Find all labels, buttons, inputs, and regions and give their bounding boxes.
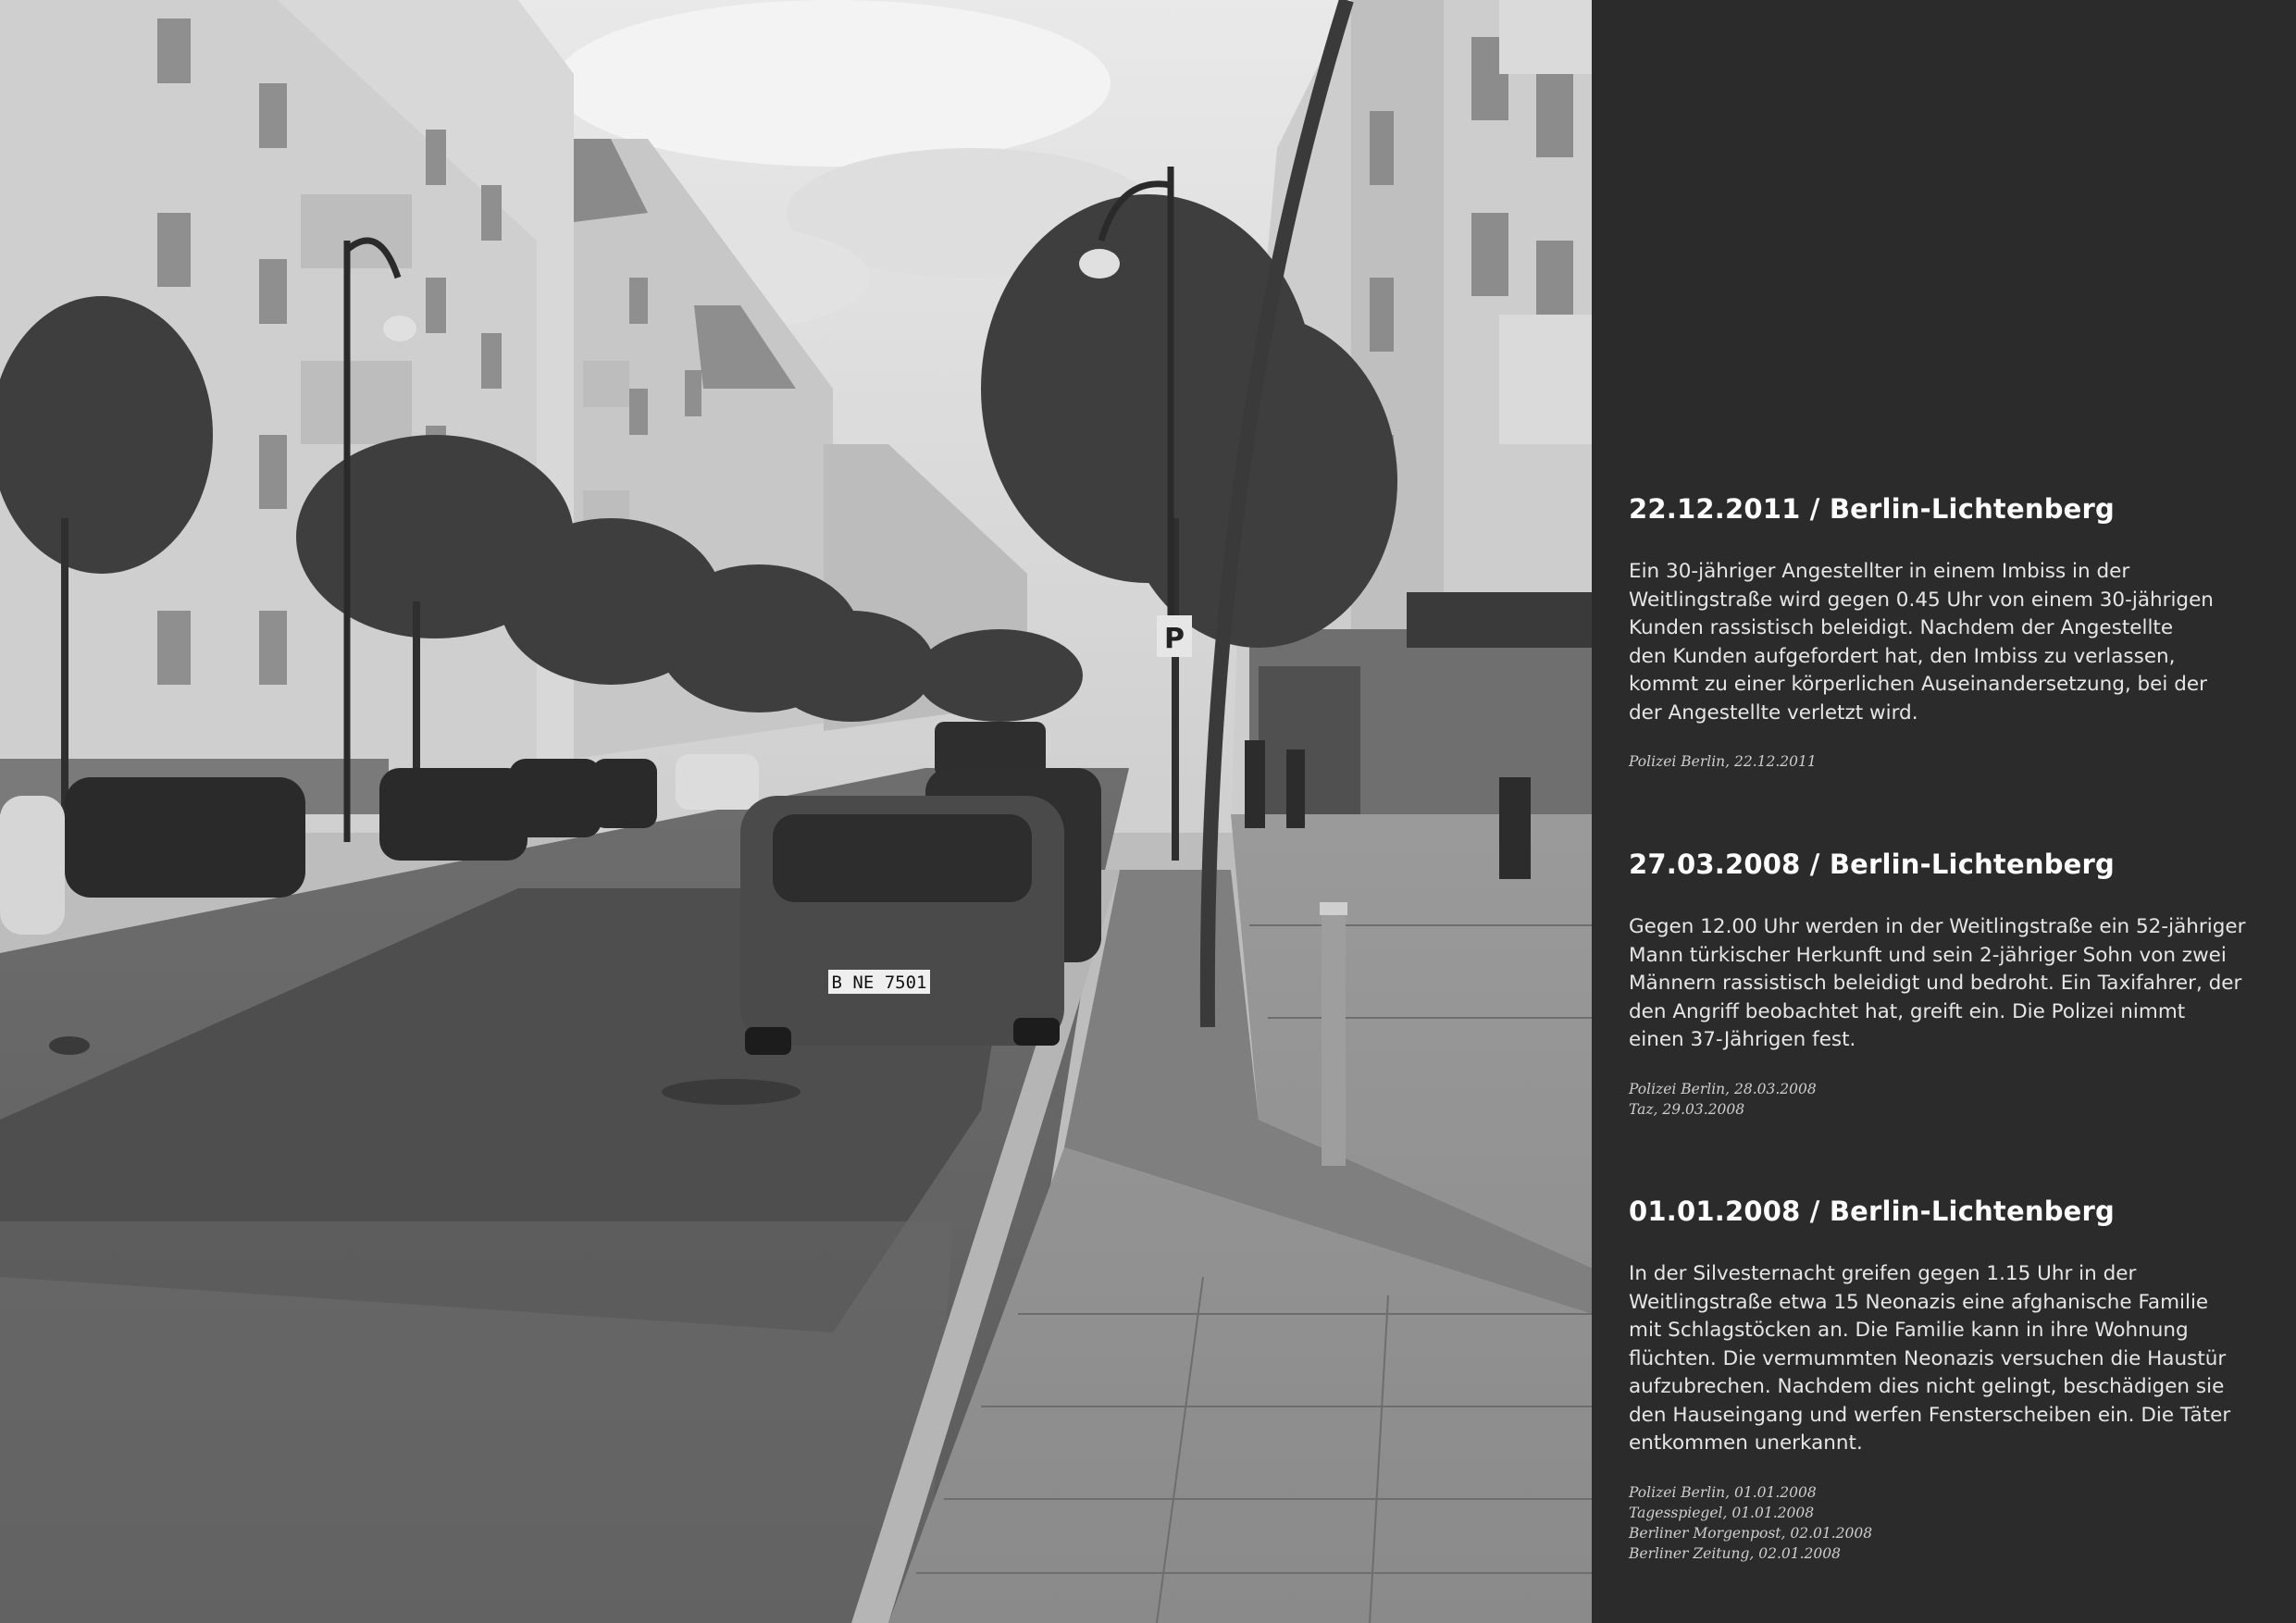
incident-entry [1629,493,2277,772]
entry-heading: 22.12.2011 / Berlin-Lichtenberg [1629,493,2115,525]
incident-entry [1629,849,2277,1120]
text-panel [1592,0,2296,1623]
source-line: Berliner Zeitung, 02.01.2008 [1629,1544,1841,1562]
entry-sources [1629,1482,2277,1564]
entry-body: Ein 30-jähriger Angestellter in einem Imbiss in der Weitlingstraße wird gegen 0.45 Uhr von einem 30-jährigen Kunden rassistisch beleidigt. Nachdem der Angestellte den Kunden aufgefordert hat, den Imbiss zu verlassen, kommt zu einer körperlichen Auseinandersetzung, bei der der Angestellte verletzt wird. [1629,560,2214,725]
entry-sources [1629,751,2277,772]
entry-heading: 27.03.2008 / Berlin-Lichtenberg [1629,849,2115,880]
incident-entry [1629,1196,2277,1564]
source-line: Polizei Berlin, 28.03.2008 [1629,1080,1817,1097]
source-line: Polizei Berlin, 22.12.2011 [1629,753,1817,770]
source-line: Berliner Morgenpost, 02.01.2008 [1629,1524,1873,1542]
license-plate: B NE 7501 [831,973,927,993]
svg-text:P: P [1164,623,1185,655]
source-line: Taz, 29.03.2008 [1629,1100,1745,1118]
source-line: Polizei Berlin, 01.01.2008 [1629,1483,1817,1501]
entry-sources [1629,1079,2277,1120]
entry-body: In der Silvesternacht greifen gegen 1.15 Uhr in der Weitlingstraße etwa 15 Neonazis eine afghanische Familie mit Schlagstöcken an. Die Familie kann in ihre Wohnung flüchten. Die vermummten Neonazis versuchen die Haustür aufzubrechen. Nachdem dies nicht gelingt, beschädigen sie den Hauseingang und werfen Fensterscheiben ein. Die Täter entkommen unerkannt. [1629,1262,2231,1455]
entry-heading: 01.01.2008 / Berlin-Lichtenberg [1629,1196,2115,1227]
entry-body: Gegen 12.00 Uhr werden in der Weitlingstraße ein 52-jähriger Mann türkischer Herkunft und sein 2-jähriger Sohn von zwei Männern rassistisch beleidigt und bedroht. Ein Taxifahrer, der den Angriff beobachtet hat, greift ein. Die Polizei nimmt einen 37-Jährigen fest. [1629,915,2246,1051]
source-line: Tagesspiegel, 01.01.2008 [1629,1504,1815,1521]
